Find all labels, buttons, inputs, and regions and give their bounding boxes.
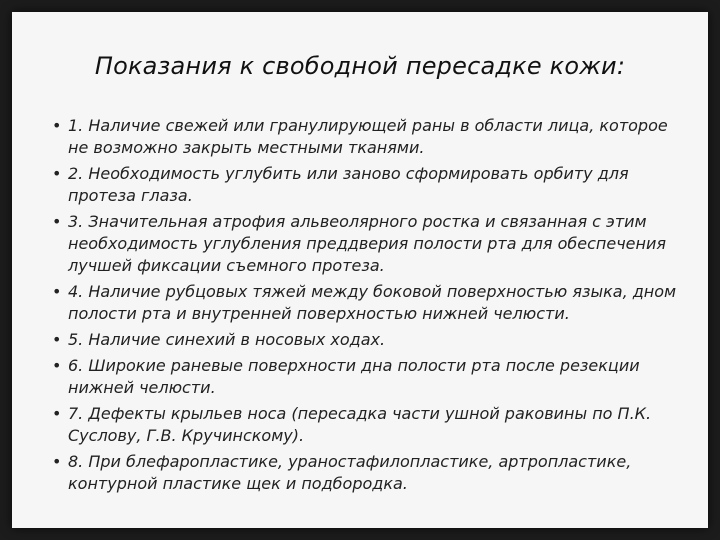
list-item-text: 3. Значительная атрофия альвеолярного ростка и связанная с этим необходимость углубления преддверия полости рта для обеспечения лучшей фиксации съемного протеза. xyxy=(68,212,666,275)
slide-title: Показания к свободной пересадке кожи: xyxy=(94,52,626,80)
list-item-text: 7. Дефекты крыльев носа (пересадка части ушной раковины по П.К. Суслову, Г.В. Кручинскому). xyxy=(68,404,652,445)
indications-list xyxy=(52,115,692,499)
list-item xyxy=(52,329,692,351)
bullet-icon: • xyxy=(52,282,62,301)
slide xyxy=(12,12,708,528)
list-item-text: 5. Наличие синехий в носовых ходах. xyxy=(68,330,386,349)
list-item xyxy=(52,211,692,277)
list-item-text: 6. Широкие раневые поверхности дна полости рта после резекции нижней челюсти. xyxy=(68,356,640,397)
bullet-icon: • xyxy=(52,164,62,183)
list-item xyxy=(52,115,692,159)
list-item xyxy=(52,281,692,325)
bullet-icon: • xyxy=(52,356,62,375)
list-item xyxy=(52,163,692,207)
list-item xyxy=(52,403,692,447)
bullet-icon: • xyxy=(52,452,62,471)
bullet-icon: • xyxy=(52,404,62,423)
list-item-text: 1. Наличие свежей или гранулирующей раны в области лица, которое не возможно закрыть местными тканями. xyxy=(68,116,668,157)
list-item-text: 8. При блефаропластике, ураностафилопластике, артропластике, контурной пластике щек и подбородка. xyxy=(68,452,632,493)
list-item-text: 2. Необходимость углубить или заново сформировать орбиту для протеза глаза. xyxy=(68,164,629,205)
list-item xyxy=(52,451,692,495)
list-item xyxy=(52,355,692,399)
bullet-icon: • xyxy=(52,116,62,135)
bullet-icon: • xyxy=(52,212,62,231)
list-item-text: 4. Наличие рубцовых тяжей между боковой поверхностью языка, дном полости рта и внутренней поверхностью нижней челюсти. xyxy=(68,282,677,323)
bullet-icon: • xyxy=(52,330,62,349)
